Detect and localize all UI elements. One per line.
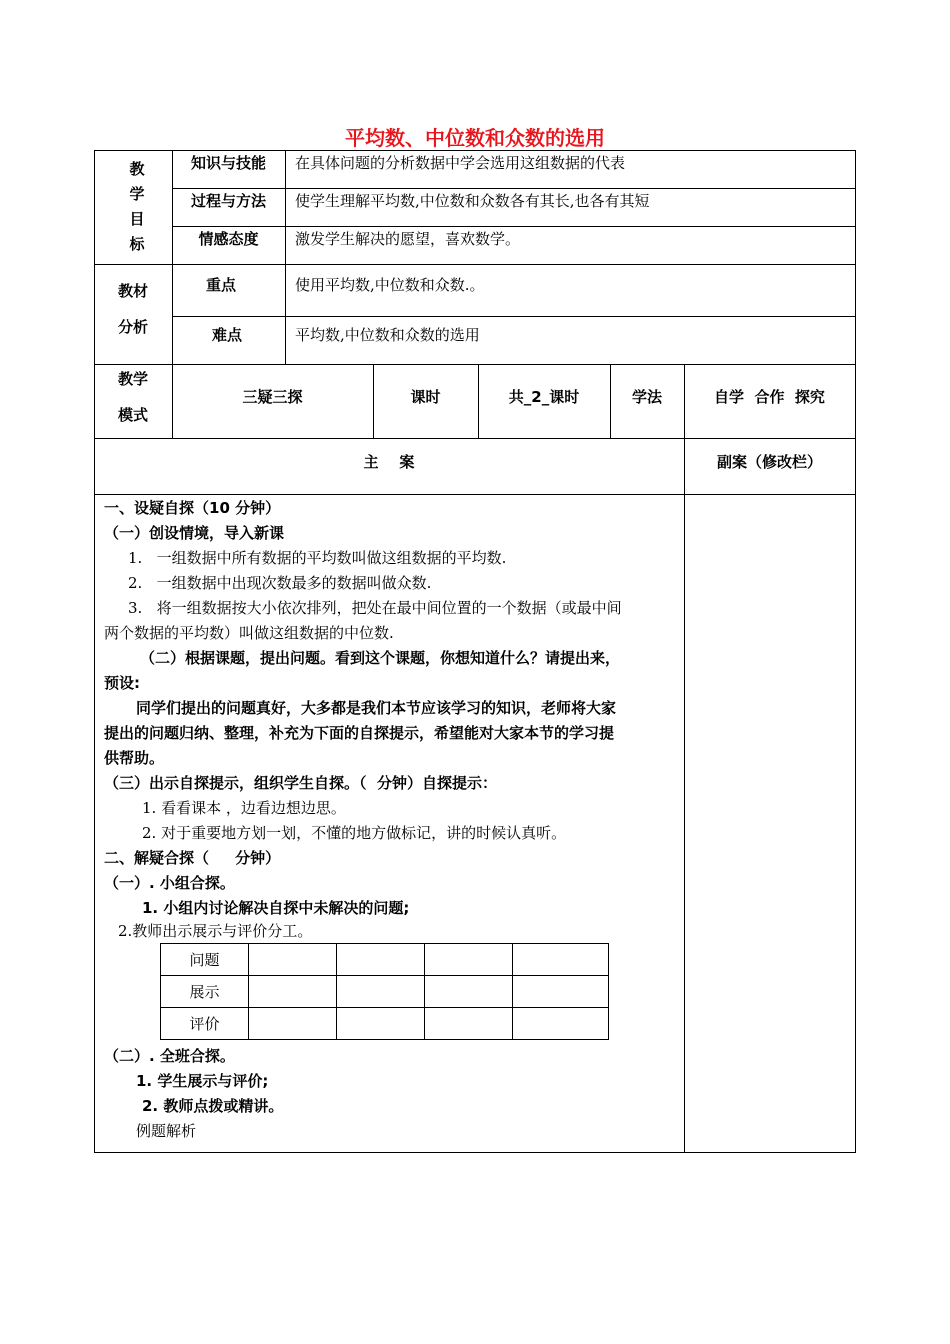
objectives-label-char: 教: [129, 160, 145, 178]
table-cell: [513, 976, 609, 1008]
evaluation-table: [160, 943, 609, 1040]
row-divider: [94, 494, 856, 495]
body-paragraph: 提出的问题归纳、整理，补充为下面的自探提示，希望能对大家本节的学习提: [104, 724, 615, 742]
body-paragraph: 同学们提出的问题真好，大多都是我们本节应该学习的知识，老师将大家: [136, 699, 617, 717]
period-label: 课时: [410, 388, 441, 406]
col-divider: [285, 150, 286, 365]
objectives-label-char: 标: [129, 235, 145, 253]
method-value: 自学 合作 探究: [714, 388, 825, 406]
body-paragraph: 2. 教师点拨或精讲。: [142, 1097, 284, 1115]
analysis-text-difficult: 平均数,中位数和众数的选用: [295, 326, 480, 344]
body-paragraph: 两个数据的平均数）叫做这组数据的中位数.: [104, 624, 394, 642]
side-plan-header: 副案（修改栏）: [716, 453, 822, 471]
table-cell: [425, 944, 513, 976]
table-border-right: [855, 150, 856, 1153]
method-label: 学法: [631, 388, 662, 406]
objective-label-process: 过程与方法: [190, 192, 266, 210]
table-cell: [425, 976, 513, 1008]
objective-text-process: 使学生理解平均数,中位数和众数各有其长,也各有其短: [295, 192, 650, 210]
row-divider: [172, 188, 856, 189]
subsection-heading: （一）. 小组合探。: [104, 874, 235, 892]
row-divider: [172, 316, 856, 317]
analysis-text-key: 使用平均数,中位数和众数.。: [295, 276, 485, 294]
body-paragraph: 2. 一组数据中出现次数最多的数据叫做众数.: [128, 574, 432, 592]
objectives-label-char: 学: [129, 185, 145, 203]
table-border-left: [94, 150, 95, 1153]
table-cell: [513, 1008, 609, 1040]
page-title: 平均数、中位数和众数的选用: [345, 126, 605, 150]
objective-label-knowledge: 知识与技能: [190, 154, 266, 172]
table-cell-label: 问题: [161, 944, 249, 976]
table-cell: [425, 1008, 513, 1040]
table-row: [161, 944, 609, 976]
table-border-top: [94, 150, 856, 151]
body-paragraph: 1. 一组数据中所有数据的平均数叫做这组数据的平均数.: [128, 549, 507, 567]
mode-label: 模式: [117, 406, 148, 424]
row-divider: [94, 264, 856, 265]
subsection-heading: （二）根据课题，提出问题。看到这个课题，你想知道什么？请提出来，: [140, 649, 621, 667]
body-paragraph: 2. 对于重要地方划一划，不懂的地方做标记，讲的时候认真听。: [142, 824, 567, 842]
body-paragraph: 2.教师出示展示与评价分工。: [118, 922, 313, 940]
row-divider: [172, 226, 856, 227]
analysis-label: 教材: [117, 282, 148, 300]
mode-value: 三疑三探: [242, 388, 303, 406]
table-cell-label: 展示: [161, 976, 249, 1008]
mode-label: 教学: [117, 370, 148, 388]
period-value: 共_2_课时: [508, 388, 580, 406]
body-paragraph: 供帮助。: [104, 749, 165, 767]
table-cell: [337, 1008, 425, 1040]
table-cell: [513, 944, 609, 976]
body-paragraph: 3. 将一组数据按大小依次排列，把处在最中间位置的一个数据（或最中间: [128, 599, 622, 617]
row-divider: [94, 364, 856, 365]
body-paragraph: 例题解析: [136, 1122, 197, 1140]
table-cell: [249, 976, 337, 1008]
table-cell-label: 评价: [161, 1008, 249, 1040]
subsection-heading: （三）出示自探提示，组织学生自探。（ 分钟）自探提示：: [104, 774, 497, 792]
objectives-label-char: 目: [129, 210, 145, 228]
table-cell: [249, 1008, 337, 1040]
subsection-heading: （二）. 全班合探。: [104, 1047, 235, 1065]
col-divider: [684, 364, 685, 1153]
table-border-bottom: [94, 1152, 856, 1153]
table-cell: [249, 944, 337, 976]
analysis-label-key: 重点: [206, 276, 237, 294]
analysis-label: 分析: [117, 318, 148, 336]
objective-text-attitude: 激发学生解决的愿望，喜欢数学。: [295, 230, 521, 248]
section-heading: 一、设疑自探（10 分钟）: [104, 499, 281, 517]
subsection-heading: 预设:: [104, 674, 140, 692]
body-paragraph: 1. 学生展示与评价;: [136, 1072, 269, 1090]
objective-label-attitude: 情感态度: [198, 230, 259, 248]
main-plan-header: 主 案: [363, 453, 415, 471]
row-divider: [94, 438, 856, 439]
table-cell: [337, 976, 425, 1008]
analysis-label-difficult: 难点: [212, 326, 243, 344]
table-cell: [337, 944, 425, 976]
table-row: [161, 976, 609, 1008]
subsection-heading: （一）创设情境，导入新课: [104, 524, 285, 542]
objective-text-knowledge: 在具体问题的分析数据中学会选用这组数据的代表: [295, 154, 626, 172]
body-paragraph: 1. 看看课本 ，边看边想边思。: [142, 799, 346, 817]
body-paragraph: 1. 小组内讨论解决自探中未解决的问题;: [142, 899, 410, 917]
table-row: [161, 1008, 609, 1040]
section-heading: 二、解疑合探（ 分钟）: [104, 849, 281, 867]
